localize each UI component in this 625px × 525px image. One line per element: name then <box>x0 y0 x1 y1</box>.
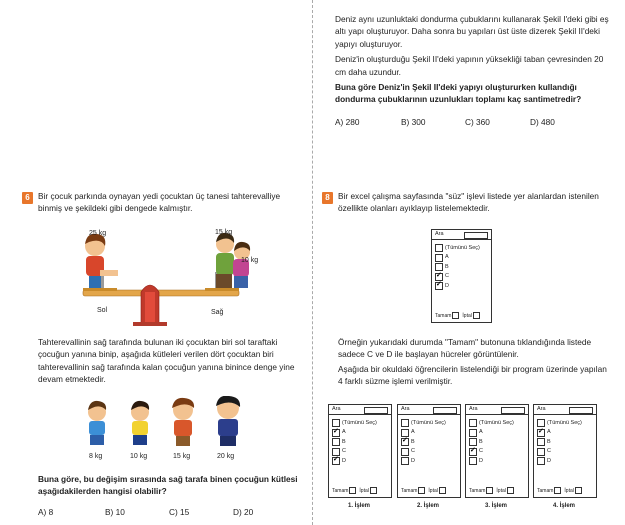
filter-operation-4 <box>533 404 597 498</box>
ok-button[interactable] <box>452 312 459 319</box>
filter-row <box>534 437 596 447</box>
q8-number-badge: 8 <box>322 192 333 204</box>
weight-label-right-2: 10 kg <box>241 257 259 264</box>
q6-paragraph-2: Tahterevallinin sağ tarafında bulunan iki çocuktan biri sol taraftaki çocuğun yanına binip, aşağıda kütleleri verilen dört çocuktan biri tahterevallinin sağ tarafında kalan çocuğun yanına binince denge yine devam etmektedir. <box>38 337 295 385</box>
filter-search-label: Ara <box>332 406 341 412</box>
filter-buttons <box>332 487 388 494</box>
q7-paragraph-2: Deniz'in oluşturduğu Şekil II'deki yapının yüksekliği taban çevresinden 20 cm daha uzundur. <box>335 54 604 77</box>
seesaw-figure <box>75 226 275 330</box>
filter-row <box>466 447 528 457</box>
q8-body <box>338 336 610 388</box>
q6-option-d[interactable]: D) 20 <box>233 506 254 517</box>
filter-search-input[interactable] <box>433 407 457 414</box>
q6-option-c[interactable]: C) 15 <box>169 506 190 517</box>
q7-options <box>335 117 610 127</box>
filter-row-label: (Tümünü Seç) <box>342 419 377 426</box>
operation-caption: 4. İşlem <box>552 503 575 509</box>
filter-row <box>534 447 596 457</box>
filter-row-label: (Tümünü Seç) <box>411 419 446 426</box>
filter-row-label: A <box>342 429 346 436</box>
cancel-button-label: İptal <box>462 312 472 319</box>
filter-checkbox[interactable] <box>537 429 545 437</box>
kid-4 <box>216 396 240 460</box>
q7-question: Buna göre Deniz'in Şekil II'deki yapıyı oluştururken kullandığı dondurma çubuklarının uzunlukları toplamı kaç santimetredir? <box>335 82 582 105</box>
weight-label-left: 25 kg <box>89 230 107 237</box>
filter-search-label: Ara <box>435 231 444 237</box>
filter-row <box>534 456 596 466</box>
q8-paragraph-1: Bir excel çalışma sayfasında "süz" işlevi listede yer alanlardan istenilen özellikte olanları ayıklayıp listelemektedir. <box>338 191 599 214</box>
cancel-button[interactable] <box>439 487 446 494</box>
cancel-button[interactable] <box>473 312 480 319</box>
filter-operation-3 <box>465 404 529 498</box>
q8-intro <box>338 190 610 215</box>
filter-row-label: B <box>547 438 551 445</box>
q6-number-badge: 6 <box>22 192 33 204</box>
filter-checkbox[interactable] <box>435 244 443 252</box>
filter-row-label: C <box>411 448 415 455</box>
filter-row <box>398 447 460 457</box>
filter-checkbox[interactable] <box>537 438 545 446</box>
q6-body <box>38 336 308 386</box>
filter-operation-2 <box>397 404 461 498</box>
kid-1-weight: 8 kg <box>89 453 103 460</box>
filter-checkbox[interactable] <box>435 282 443 290</box>
filter-checkbox[interactable] <box>332 429 340 437</box>
q8-paragraph-2: Örneğin yukarıdaki durumda "Tamam" butonuna tıklandığında listede sadece C ve D ile başlayan hücreler görüntülenir. <box>338 337 592 360</box>
filter-row-label: B <box>411 438 415 445</box>
ok-button-label: Tamam <box>469 487 486 494</box>
filter-row <box>398 437 460 447</box>
filter-example-rows: (Tümünü Seç) A B ✓ C ✓ D <box>432 243 491 291</box>
q6-option-a[interactable]: A) 8 <box>38 506 54 517</box>
filter-checkbox[interactable] <box>401 457 409 465</box>
q7-option-b[interactable]: B) 300 <box>401 116 426 127</box>
q6-question: Buna göre, bu değişim sırasında sağ tarafa binen çocuğun kütlesi aşağıdakilerden hangisi olabilir? <box>38 474 298 497</box>
column-divider <box>312 0 313 525</box>
filter-row-label: B <box>342 438 346 445</box>
kid-4-weight: 20 kg <box>217 453 235 460</box>
cancel-button-label: İptal <box>564 487 574 494</box>
filter-search-input[interactable] <box>569 407 593 414</box>
filter-example <box>431 229 492 323</box>
filter-row-label: D <box>342 457 346 464</box>
filter-row-label: D <box>547 457 551 464</box>
ok-button[interactable] <box>349 487 356 494</box>
kids-figure <box>80 396 250 466</box>
filter-checkbox[interactable] <box>401 419 409 427</box>
ok-button-label: Tamam <box>401 487 418 494</box>
filter-row-label: D <box>479 457 483 464</box>
cancel-button-label: İptal <box>496 487 506 494</box>
filter-row-label: (Tümünü Seç) <box>547 419 582 426</box>
filter-row-label: A <box>547 429 551 436</box>
filter-row-label: C <box>479 448 483 455</box>
side-label-right: Sağ <box>211 309 224 316</box>
filter-buttons <box>435 312 488 319</box>
ok-button-label: Tamam <box>435 312 452 319</box>
filter-row-label: (Tümünü Seç) <box>479 419 514 426</box>
filter-row-label: A <box>479 429 483 436</box>
kid-2 <box>130 401 149 460</box>
q6-question-block <box>38 473 308 517</box>
filter-row-label: A <box>411 429 415 436</box>
q6-options <box>38 507 308 517</box>
q6-paragraph-1: Bir çocuk parkında oynayan yedi çocuktan üç tanesi tahterevalliye binmiş ve şekildeki gibi dengede kalmıştır. <box>38 191 281 214</box>
q7-paragraph-1: Deniz aynı uzunluktaki dondurma çubuklarını kullanarak Şekil I'deki gibi eş altı yapı oluşturuyor. Daha sonra bu yapıları üst üste dizerek Şekil II'deki yapıyı oluşturuyor. <box>335 14 609 49</box>
filter-row <box>466 456 528 466</box>
filter-search-label: Ara <box>469 406 478 412</box>
side-label-left: Sol <box>97 307 108 314</box>
filter-row <box>466 418 528 428</box>
filter-search-input[interactable] <box>364 407 388 414</box>
filter-search-input[interactable] <box>464 232 488 239</box>
filter-row <box>466 428 528 438</box>
ok-button[interactable] <box>554 487 561 494</box>
operation-caption: 1. İşlem <box>347 503 370 509</box>
figure-caption-fragment <box>367 0 427 3</box>
filter-search-input[interactable] <box>501 407 525 414</box>
filter-row <box>398 456 460 466</box>
ok-button-label: Tamam <box>537 487 554 494</box>
filter-checkbox[interactable] <box>469 457 477 465</box>
filter-row <box>329 428 391 438</box>
filter-checkbox[interactable] <box>435 254 443 262</box>
kid-1 <box>88 401 106 460</box>
filter-row <box>534 428 596 438</box>
cancel-button-label: İptal <box>428 487 438 494</box>
filter-checkbox[interactable] <box>332 457 340 465</box>
filter-row-label: C <box>547 448 551 455</box>
cancel-button-label: İptal <box>359 487 369 494</box>
ok-button[interactable] <box>486 487 493 494</box>
filter-row <box>329 437 391 447</box>
cancel-button[interactable] <box>507 487 514 494</box>
filter-search-label: Ara <box>537 406 546 412</box>
q6-option-b[interactable]: B) 10 <box>105 506 125 517</box>
filter-checkbox[interactable] <box>469 419 477 427</box>
q7-block <box>335 13 610 127</box>
kid-3-weight: 15 kg <box>173 453 191 460</box>
ok-button-label: Tamam <box>332 487 349 494</box>
q7-option-c[interactable]: C) 360 <box>465 116 490 127</box>
q6-intro <box>38 190 306 215</box>
filter-checkbox[interactable] <box>401 438 409 446</box>
filter-checkbox[interactable] <box>469 448 477 456</box>
filter-row-label: B <box>479 438 483 445</box>
filter-buttons <box>401 487 457 494</box>
filter-checkbox[interactable] <box>537 448 545 456</box>
filter-buttons <box>469 487 525 494</box>
filter-row <box>329 456 391 466</box>
q7-option-a[interactable]: A) 280 <box>335 116 360 127</box>
filter-row-label: C <box>342 448 346 455</box>
operation-caption: 3. İşlem <box>484 503 507 509</box>
filter-search-label: Ara <box>401 406 410 412</box>
filter-operation-1 <box>328 404 392 498</box>
weight-label-right-1: 15 kg <box>215 229 233 236</box>
filter-row <box>398 418 460 428</box>
q7-option-d[interactable]: D) 480 <box>530 116 555 127</box>
filter-checkbox[interactable] <box>537 457 545 465</box>
cancel-button[interactable] <box>575 487 582 494</box>
kid-2-weight: 10 kg <box>130 453 148 460</box>
filter-checkbox[interactable] <box>332 438 340 446</box>
filter-row-label: D <box>411 457 415 464</box>
cancel-button[interactable] <box>370 487 377 494</box>
filter-checkbox[interactable] <box>469 429 477 437</box>
filter-buttons <box>537 487 593 494</box>
filter-checkbox[interactable] <box>401 448 409 456</box>
operation-caption: 2. İşlem <box>416 503 439 509</box>
ok-button[interactable] <box>418 487 425 494</box>
kid-3 <box>172 398 194 460</box>
q8-paragraph-3: Aşağıda bir okuldaki öğrencilerin listelendiği bir program üzerinde yapılan 4 farklı süzme işlemi verilmiştir. <box>338 363 607 387</box>
